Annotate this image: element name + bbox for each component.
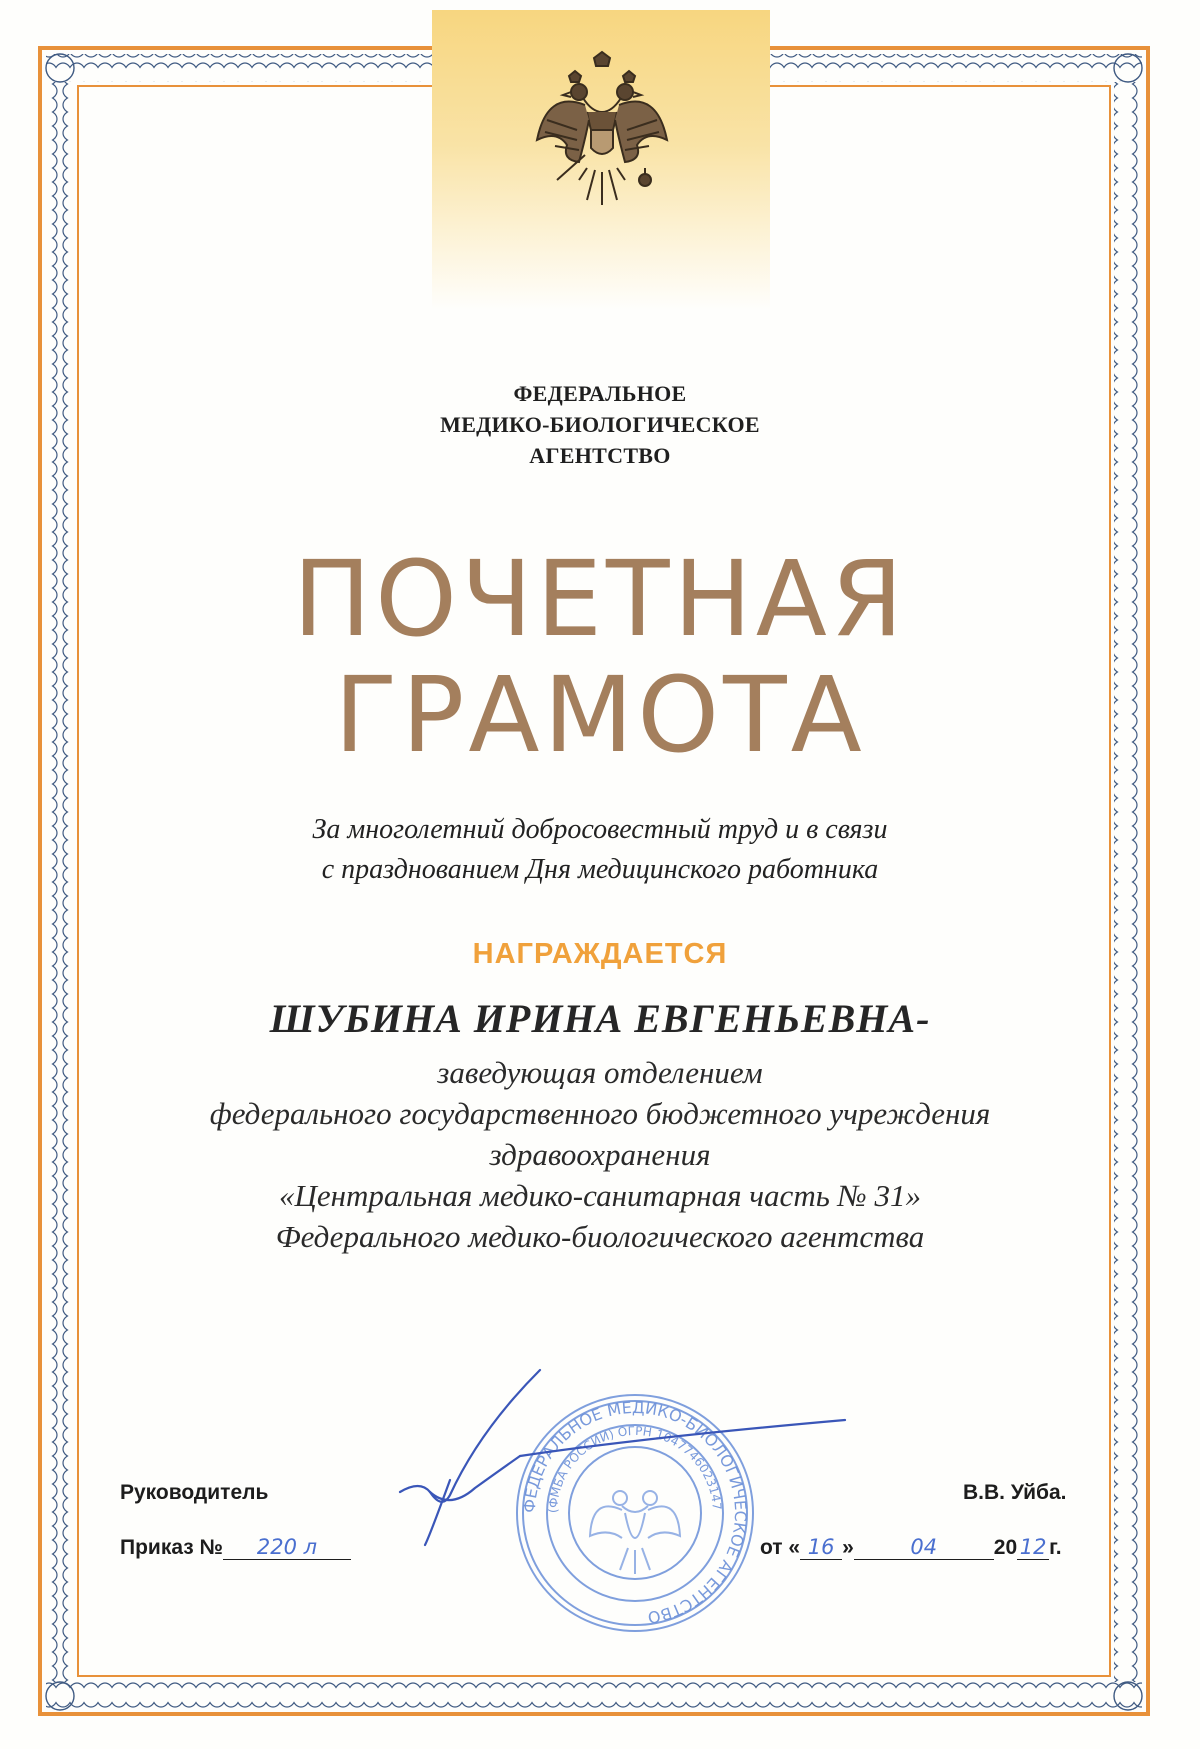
year-suffix: 12 — [1019, 1535, 1047, 1559]
date-prefix: от « — [760, 1536, 801, 1559]
date-month: 04 — [910, 1535, 938, 1559]
year-prefix: 20 — [993, 1536, 1018, 1559]
year-end: г. — [1049, 1536, 1062, 1559]
certificate-title-line-1: ПОЧЕТНАЯ — [292, 538, 908, 660]
recipient-name: ШУБИНА ИРИНА ЕВГЕНЬЕВНА- — [269, 996, 931, 1041]
order-number: 220 л — [256, 1535, 318, 1559]
agency-line-2: МЕДИКО-БИОЛОГИЧЕСКОЕ — [440, 412, 760, 437]
date-day: 16 — [807, 1535, 835, 1559]
certificate-title-line-2: ГРАМОТА — [334, 654, 866, 776]
date-quote: » — [842, 1536, 854, 1559]
date-month-field — [854, 1535, 994, 1560]
position-line: заведующая отделением — [437, 1055, 763, 1090]
agency-line-3: АГЕНТСТВО — [529, 443, 671, 468]
russian-double-headed-eagle-icon — [527, 50, 677, 215]
year-suffix-field — [1017, 1535, 1049, 1560]
order-number-field — [223, 1535, 351, 1560]
reason-line-1: За многолетний добросовестный труд и в связи — [312, 814, 888, 845]
position-line: федерального государственного бюджетного учреждения — [209, 1096, 991, 1131]
position-line: Федерального медико-биологического агентства — [275, 1219, 925, 1254]
awarded-label: НАГРАЖДАЕТСЯ — [472, 938, 728, 970]
signer-role: Руководитель — [120, 1481, 269, 1504]
recipient-position — [110, 1052, 1090, 1257]
reason-line-2: с празднованием Дня медицинского работника — [321, 854, 879, 885]
agency-name — [380, 378, 820, 471]
order-number-row — [120, 1535, 351, 1560]
position-line: здравоохранения — [489, 1137, 711, 1172]
stamp-ring-text: ФЕДЕРАЛЬНОЕ МЕДИКО-БИОЛОГИЧЕСКОЕ АГЕНТСТВО — [519, 1397, 751, 1628]
signer-name: В.В. Уйба. — [963, 1481, 1067, 1504]
agency-line-1: ФЕДЕРАЛЬНОЕ — [513, 381, 687, 406]
order-label: Приказ № — [120, 1536, 223, 1559]
stamp-inner-text: (ФМБА РОССИИ) ОГРН 1047746023147 — [545, 1423, 725, 1514]
position-line: «Центральная медико-санитарная часть № 31» — [278, 1178, 922, 1213]
award-reason — [150, 810, 1050, 890]
order-date-row — [760, 1535, 1062, 1560]
handwritten-signature — [390, 1360, 850, 1550]
date-day-field — [800, 1535, 842, 1560]
